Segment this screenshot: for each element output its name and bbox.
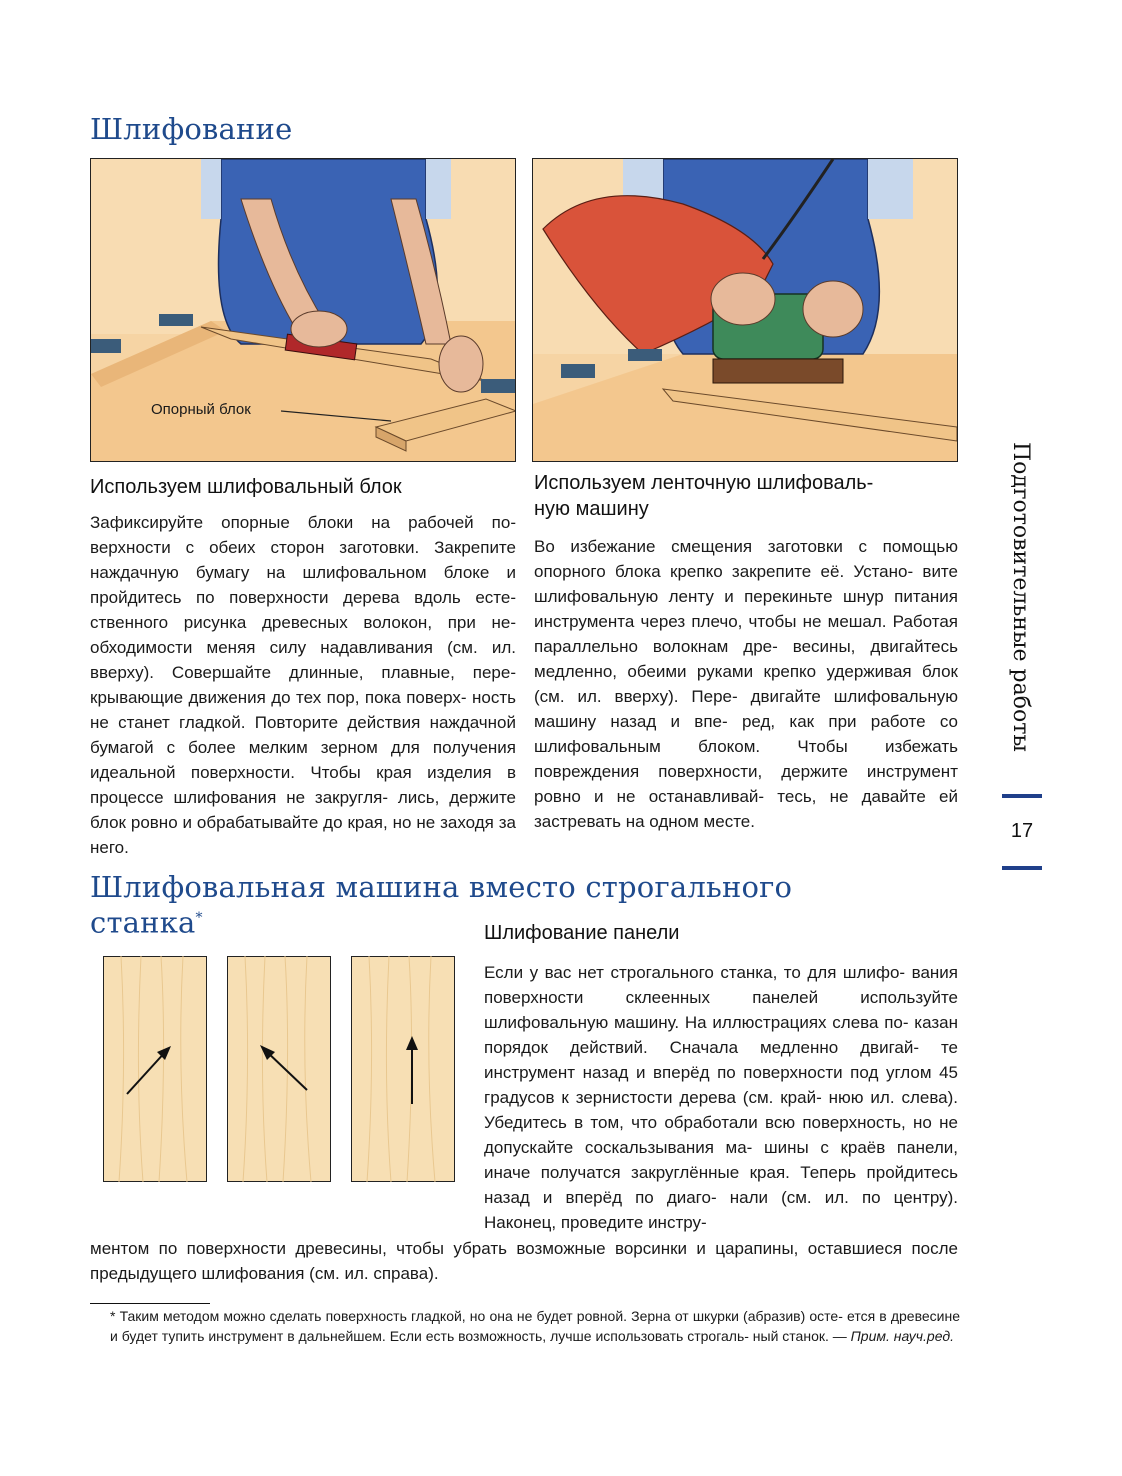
section2-paragraph-narrow: Если у вас нет строгального станка, то для шлифо- вания поверхности склеенных панелей используйте шлифовальную машину. На иллюстрациях слева по- казан порядок действий. Сначала медленно двигай- те инструмент назад и вперёд по поверхности под углом 45 градусов к зернистости дерева (см. край- нюю ил. слева). Убедитесь в том, что обработали всю поверхность, но не допускайте соскальзывания ма- шины с краёв панели, иначе получатся закруглённые края. Теперь пройдитесь назад и вперёд по диаго- нали (см. ил. по центру). Наконец, проведите инстру- (484, 963, 959, 1232)
section2-title-line1: Шлифовальная машина вместо строгального (90, 870, 793, 904)
support-block-caption: Опорный блок (151, 401, 251, 418)
footnote-editor-note: Прим. науч.ред. (850, 1328, 954, 1344)
left-paragraph: Зафиксируйте опорные блоки на рабочей по- верхности с обеих сторон заготовки. Закрепите наждачную бумагу на шлифовальном блоке и пройдитесь по поверхности дерева вдоль есте- ственного рисунка древесных волокон, при не- обходимости меняя силу надавливания (см. ил. вверху). Совершайте длинные, плавные, пере- крывающие движения до тех пор, пока поверх- ность не станет гладкой. Повторите действия наждачной бумагой с более мелким зерном для получения идеальной поверхности. Чтобы края изделия в процессе шлифования не закругля- лись, держите блок ровно и обрабатывайте до края, но не заходя за него. (90, 513, 517, 857)
section2-title-line2: станка* (90, 905, 203, 940)
section2-subtitle: Шлифование панели (484, 922, 680, 944)
left-subtitle: Используем шлифовальный блок (90, 476, 402, 498)
panel-along-grain (351, 956, 455, 1182)
section-title: Шлифование (90, 112, 293, 146)
right-subtitle: Используем ленточную шлифоваль- ную машину (534, 472, 874, 520)
footnote-text: * Таким методом можно сделать поверхность гладкой, но она не будет ровной. Зерна от шкурки (абразив) осте- ется в древесине и будет тупить инструмент в дальнейшем. Если есть возможность, лучше использовать строгаль- ный станок. — Прим. науч.ред. (110, 1308, 960, 1344)
section2-body-wide (90, 1236, 958, 1286)
left-body (90, 510, 516, 860)
section2-paragraph-wide: ментом по поверхности древесины, чтобы убрать возможные ворсинки и царапины, оставшиеся после предыдущего шлифования (см. ил. справа). (90, 1239, 958, 1283)
sidebar-bar-bottom (1002, 866, 1042, 870)
section2-title (90, 872, 792, 939)
right-paragraph: Во избежание смещения заготовки с помощью опорного блока крепко закрепите её. Устано- вите шлифовальную ленту и перекиньте шнур питания инструмента через плечо, чтобы не мешал. Работая параллельно волокнам дре- весины, двигайтесь медленно, обеими руками крепко удерживая блок (см. ил. вверху). Пере- двигайте шлифовальную машину назад и впе- ред, как при работе со шлифовальным блоком. Чтобы избежать повреждения поверхности, держите инструмент ровно и не останавливай- тесь, не давайте ей застревать на одном месте. (534, 537, 958, 831)
footnote (110, 1306, 960, 1346)
footnote-rule (90, 1303, 210, 1304)
panel-diagonal-right (103, 956, 207, 1182)
sidebar-bar-top (1002, 794, 1042, 798)
page-number: 17 (1010, 820, 1034, 842)
belt-sander-illustration (532, 158, 958, 462)
section2-body-narrow (484, 960, 958, 1235)
right-body (534, 534, 958, 834)
sanding-block-illustration (90, 158, 516, 462)
chapter-title-vertical: Подготовительные работы (1008, 442, 1033, 752)
panel-diagonal-left (227, 956, 331, 1182)
